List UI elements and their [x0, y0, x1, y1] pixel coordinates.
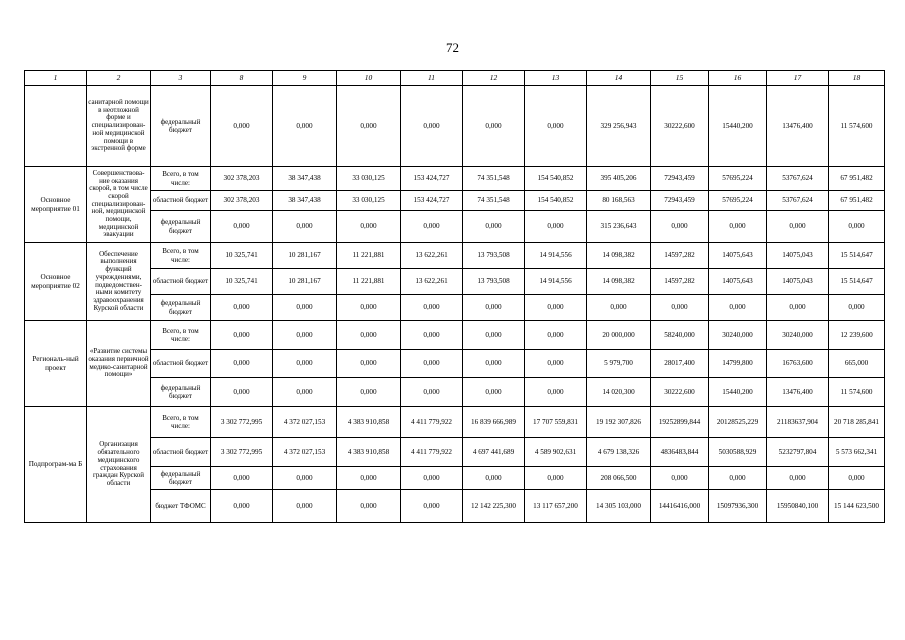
amount-cell: 53767,624 [767, 191, 829, 211]
amount-cell: 15440,200 [709, 378, 767, 407]
amount-cell: 30240,000 [709, 321, 767, 350]
header-cell: 13 [525, 71, 587, 86]
amount-cell: 30222,600 [651, 86, 709, 167]
amount-cell: 0,000 [463, 350, 525, 378]
amount-cell: 57695,224 [709, 167, 767, 191]
amount-cell: 5 979,700 [587, 350, 651, 378]
amount-cell: 0,000 [273, 467, 337, 490]
amount-cell: 0,000 [709, 295, 767, 321]
amount-cell: 14597,282 [651, 269, 709, 295]
amount-cell: 5232797,804 [767, 438, 829, 467]
amount-cell: 13 117 657,200 [525, 490, 587, 523]
amount-cell: 329 256,943 [587, 86, 651, 167]
amount-cell: 15097936,300 [709, 490, 767, 523]
measure-status-cell: Подпрограм-ма Б [25, 407, 87, 523]
amount-cell: 0,000 [401, 490, 463, 523]
amount-cell: 4836483,844 [651, 438, 709, 467]
amount-cell: 153 424,727 [401, 191, 463, 211]
amount-cell: 154 540,852 [525, 167, 587, 191]
amount-cell: 4 411 779,922 [401, 407, 463, 438]
amount-cell: 28017,400 [651, 350, 709, 378]
table-row [25, 321, 885, 350]
amount-cell: 15 144 623,500 [829, 490, 885, 523]
amount-cell: 53767,624 [767, 167, 829, 191]
amount-cell: 10 325,741 [211, 269, 273, 295]
table-row [25, 295, 885, 321]
table-row [25, 490, 885, 523]
header-cell: 2 [87, 71, 151, 86]
amount-cell: 0,000 [829, 295, 885, 321]
amount-cell: 0,000 [525, 467, 587, 490]
amount-cell: 12 142 225,300 [463, 490, 525, 523]
amount-cell: 0,000 [651, 295, 709, 321]
table-row [25, 191, 885, 211]
amount-cell: 0,000 [211, 321, 273, 350]
amount-cell: 15 514,647 [829, 243, 885, 269]
amount-cell: 74 351,548 [463, 191, 525, 211]
amount-cell: 11 574,600 [829, 86, 885, 167]
amount-cell: 0,000 [401, 211, 463, 243]
amount-cell: 21183637,904 [767, 407, 829, 438]
amount-cell: 0,000 [587, 295, 651, 321]
header-cell: 8 [211, 71, 273, 86]
amount-cell: 0,000 [337, 295, 401, 321]
page-number: 72 [446, 40, 459, 55]
amount-cell: 58240,000 [651, 321, 709, 350]
measure-name-cell: «Развитие системы оказания первичной медико-санитарной помощи» [87, 321, 151, 407]
table-row [25, 86, 885, 167]
amount-cell: 20 718 285,841 [829, 407, 885, 438]
amount-cell: 4 679 138,326 [587, 438, 651, 467]
amount-cell: 12 239,600 [829, 321, 885, 350]
header-cell: 14 [587, 71, 651, 86]
amount-cell: 14 305 103,000 [587, 490, 651, 523]
amount-cell: 30240,000 [767, 321, 829, 350]
table-row [25, 407, 885, 438]
amount-cell: 3 302 772,995 [211, 438, 273, 467]
amount-cell: 15950840,100 [767, 490, 829, 523]
amount-cell: 10 281,167 [273, 269, 337, 295]
amount-cell: 302 378,203 [211, 191, 273, 211]
amount-cell: 0,000 [651, 467, 709, 490]
amount-cell: 72943,459 [651, 191, 709, 211]
amount-cell: 0,000 [337, 350, 401, 378]
amount-cell: 302 378,203 [211, 167, 273, 191]
amount-cell: 13 622,261 [401, 269, 463, 295]
amount-cell: 14416416,000 [651, 490, 709, 523]
amount-cell: 0,000 [273, 378, 337, 407]
amount-cell: 0,000 [211, 211, 273, 243]
amount-cell: 67 951,482 [829, 167, 885, 191]
amount-cell: 0,000 [463, 295, 525, 321]
amount-cell: 0,000 [401, 86, 463, 167]
amount-cell: 38 347,438 [273, 191, 337, 211]
header-cell: 1 [25, 71, 87, 86]
measure-status-cell: Региональ-ный проект [25, 321, 87, 407]
amount-cell: 15440,200 [709, 86, 767, 167]
amount-cell: 4 697 441,689 [463, 438, 525, 467]
table-row [25, 438, 885, 467]
amount-cell: 0,000 [525, 350, 587, 378]
amount-cell: 17 707 559,831 [525, 407, 587, 438]
amount-cell: 0,000 [463, 211, 525, 243]
funding-source-cell: Всего, в том числе: [151, 167, 211, 191]
funding-source-cell: федеральный бюджет [151, 467, 211, 490]
amount-cell: 13 793,508 [463, 269, 525, 295]
amount-cell: 11 221,881 [337, 243, 401, 269]
header-cell: 16 [709, 71, 767, 86]
funding-source-cell: областной бюджет [151, 269, 211, 295]
amount-cell: 0,000 [337, 467, 401, 490]
amount-cell: 72943,459 [651, 167, 709, 191]
funding-source-cell: федеральный бюджет [151, 211, 211, 243]
header-cell: 18 [829, 71, 885, 86]
amount-cell: 0,000 [767, 211, 829, 243]
amount-cell: 11 574,600 [829, 378, 885, 407]
amount-cell: 0,000 [829, 211, 885, 243]
measure-status-cell: Основное мероприятие 01 [25, 167, 87, 243]
table-row [25, 167, 885, 191]
amount-cell: 665,000 [829, 350, 885, 378]
amount-cell: 315 236,643 [587, 211, 651, 243]
funding-source-cell: областной бюджет [151, 191, 211, 211]
amount-cell: 14 098,382 [587, 243, 651, 269]
amount-cell: 0,000 [211, 490, 273, 523]
header-cell: 10 [337, 71, 401, 86]
amount-cell: 154 540,852 [525, 191, 587, 211]
amount-cell: 0,000 [651, 211, 709, 243]
amount-cell: 0,000 [401, 350, 463, 378]
amount-cell: 20 000,000 [587, 321, 651, 350]
amount-cell: 0,000 [273, 295, 337, 321]
amount-cell: 5 573 662,341 [829, 438, 885, 467]
amount-cell: 10 281,167 [273, 243, 337, 269]
amount-cell: 0,000 [463, 321, 525, 350]
funding-source-cell: областной бюджет [151, 350, 211, 378]
amount-cell: 14799,800 [709, 350, 767, 378]
amount-cell: 153 424,727 [401, 167, 463, 191]
amount-cell: 0,000 [525, 211, 587, 243]
amount-cell: 0,000 [829, 467, 885, 490]
amount-cell: 13 622,261 [401, 243, 463, 269]
amount-cell: 0,000 [709, 467, 767, 490]
amount-cell: 15 514,647 [829, 269, 885, 295]
amount-cell: 0,000 [767, 467, 829, 490]
table-body [25, 71, 885, 523]
amount-cell: 20128525,229 [709, 407, 767, 438]
amount-cell: 19252899,844 [651, 407, 709, 438]
amount-cell: 14597,282 [651, 243, 709, 269]
amount-cell: 14075,043 [767, 243, 829, 269]
amount-cell: 0,000 [273, 350, 337, 378]
amount-cell: 4 383 910,858 [337, 407, 401, 438]
amount-cell: 4 383 910,858 [337, 438, 401, 467]
amount-cell: 0,000 [401, 378, 463, 407]
amount-cell: 0,000 [211, 350, 273, 378]
header-cell: 12 [463, 71, 525, 86]
amount-cell: 30222,600 [651, 378, 709, 407]
amount-cell: 0,000 [767, 295, 829, 321]
amount-cell: 0,000 [273, 211, 337, 243]
amount-cell: 0,000 [463, 378, 525, 407]
header-cell: 11 [401, 71, 463, 86]
measure-status-cell [25, 86, 87, 167]
amount-cell: 16763,600 [767, 350, 829, 378]
amount-cell: 0,000 [337, 321, 401, 350]
header-cell: 15 [651, 71, 709, 86]
header-cell: 3 [151, 71, 211, 86]
amount-cell: 0,000 [401, 321, 463, 350]
funding-source-cell: федеральный бюджет [151, 86, 211, 167]
table-row [25, 211, 885, 243]
amount-cell: 33 030,125 [337, 167, 401, 191]
amount-cell: 4 372 027,153 [273, 407, 337, 438]
amount-cell: 0,000 [211, 295, 273, 321]
amount-cell: 5030588,929 [709, 438, 767, 467]
amount-cell: 13 793,508 [463, 243, 525, 269]
amount-cell: 208 066,500 [587, 467, 651, 490]
amount-cell: 0,000 [337, 211, 401, 243]
amount-cell: 0,000 [211, 378, 273, 407]
measure-status-cell: Основное мероприятие 02 [25, 243, 87, 321]
amount-cell: 14075,643 [709, 243, 767, 269]
measure-name-cell: Совершенствова-ние оказания скорой, в том числе скорой специализирован-ной, медицинской помощи, медицинской эвакуации [87, 167, 151, 243]
amount-cell: 38 347,438 [273, 167, 337, 191]
amount-cell: 14 020,300 [587, 378, 651, 407]
funding-source-cell: Всего, в том числе: [151, 321, 211, 350]
amount-cell: 0,000 [525, 321, 587, 350]
amount-cell: 14 098,382 [587, 269, 651, 295]
measure-name-cell: санитарной помощи в неотложной форме и специализирован-ной медицинской помощи в экстренной форме [87, 86, 151, 167]
header-cell: 17 [767, 71, 829, 86]
amount-cell: 14 914,556 [525, 269, 587, 295]
amount-cell: 13476,400 [767, 378, 829, 407]
table-row [25, 269, 885, 295]
amount-cell: 0,000 [463, 86, 525, 167]
table-row [25, 467, 885, 490]
amount-cell: 14075,043 [767, 269, 829, 295]
amount-cell: 0,000 [337, 378, 401, 407]
header-row [25, 71, 885, 86]
amount-cell: 0,000 [211, 86, 273, 167]
budget-table [24, 70, 885, 523]
funding-source-cell: бюджет ТФОМС [151, 490, 211, 523]
amount-cell: 0,000 [273, 321, 337, 350]
amount-cell: 0,000 [401, 295, 463, 321]
amount-cell: 13476,400 [767, 86, 829, 167]
amount-cell: 0,000 [273, 86, 337, 167]
amount-cell: 74 351,548 [463, 167, 525, 191]
funding-source-cell: областной бюджет [151, 438, 211, 467]
amount-cell: 10 325,741 [211, 243, 273, 269]
amount-cell: 33 030,125 [337, 191, 401, 211]
amount-cell: 0,000 [337, 490, 401, 523]
amount-cell: 0,000 [211, 467, 273, 490]
funding-source-cell: Всего, в том числе: [151, 407, 211, 438]
table-row [25, 350, 885, 378]
amount-cell: 0,000 [401, 467, 463, 490]
measure-name-cell: Обеспечение выполнения функций учреждениями, подведомствен-ными комитету здравоохранения Курской области [87, 243, 151, 321]
amount-cell: 0,000 [525, 86, 587, 167]
header-cell: 9 [273, 71, 337, 86]
amount-cell: 16 839 666,989 [463, 407, 525, 438]
amount-cell: 57695,224 [709, 191, 767, 211]
amount-cell: 19 192 307,826 [587, 407, 651, 438]
amount-cell: 0,000 [463, 467, 525, 490]
amount-cell: 0,000 [525, 378, 587, 407]
amount-cell: 67 951,482 [829, 191, 885, 211]
amount-cell: 0,000 [709, 211, 767, 243]
amount-cell: 0,000 [337, 86, 401, 167]
amount-cell: 14 914,556 [525, 243, 587, 269]
measure-name-cell: Организация обязательного медицинского страхования граждан Курской области [87, 407, 151, 523]
funding-source-cell: Всего, в том числе: [151, 243, 211, 269]
amount-cell: 0,000 [273, 490, 337, 523]
amount-cell: 14075,643 [709, 269, 767, 295]
amount-cell: 4 372 027,153 [273, 438, 337, 467]
amount-cell: 4 589 902,631 [525, 438, 587, 467]
amount-cell: 4 411 779,922 [401, 438, 463, 467]
amount-cell: 395 405,206 [587, 167, 651, 191]
amount-cell: 3 302 772,995 [211, 407, 273, 438]
amount-cell: 11 221,881 [337, 269, 401, 295]
funding-source-cell: федеральный бюджет [151, 378, 211, 407]
amount-cell: 0,000 [525, 295, 587, 321]
funding-source-cell: федеральный бюджет [151, 295, 211, 321]
amount-cell: 80 168,563 [587, 191, 651, 211]
table-row [25, 378, 885, 407]
table-row [25, 243, 885, 269]
